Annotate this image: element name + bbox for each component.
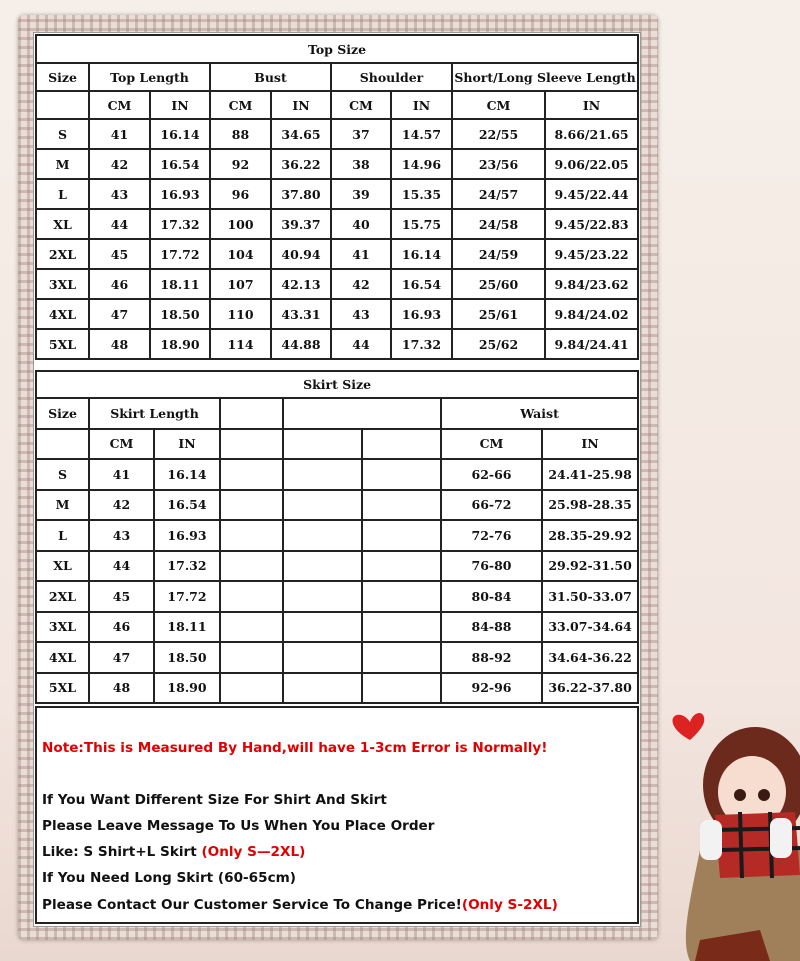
shoulder-in-cell: 17.32 [391,329,452,359]
empty-cell [362,459,441,490]
shoulder-cm-cell: 42 [331,269,391,299]
skirt-length-cm-cell: 45 [89,581,154,612]
empty-cell [36,429,89,460]
sleeve-cm-cell: 24/57 [452,179,545,209]
shoulder-in-cell: 16.14 [391,239,452,269]
sleeve-cm-cell: 25/62 [452,329,545,359]
size-cell: 2XL [36,239,89,269]
waist-in-cell: 36.22-37.80 [542,673,638,704]
top-length-cm-cell: 44 [89,209,150,239]
skirt-length-in-cell: 16.54 [154,490,220,521]
sleeve-cm-cell: 22/55 [452,119,545,149]
bust-cm-cell: 114 [210,329,271,359]
note-line: Please Leave Message To Us When You Place Order [42,818,435,834]
bust-in-cell: 37.80 [271,179,331,209]
skirt-length-in-cell: 18.50 [154,642,220,673]
waist-in-cell: 34.64-36.22 [542,642,638,673]
shoulder-in-cell: 16.54 [391,269,452,299]
bust-cm-cell: 92 [210,149,271,179]
sleeve-cm-cell: 24/59 [452,239,545,269]
sleeve-cm-cell: 23/56 [452,149,545,179]
waist-in-cell: 33.07-34.64 [542,612,638,643]
empty-cell [362,551,441,582]
header-bust: Bust [210,63,331,91]
header-waist: Waist [441,398,638,429]
shoulder-in-cell: 14.96 [391,149,452,179]
top-length-cm-cell: 46 [89,269,150,299]
top-length-in-cell: 17.32 [150,209,210,239]
empty-cell [220,673,283,704]
top-size-table [35,34,639,360]
top-length-cm-cell: 41 [89,119,150,149]
size-cell: 3XL [36,612,89,643]
waist-in-cell: 24.41-25.98 [542,459,638,490]
sleeve-in-cell: 9.84/23.62 [545,269,638,299]
size-cell: M [36,490,89,521]
top-length-cm-cell: 48 [89,329,150,359]
unit-cm: CM [210,91,271,119]
bust-in-cell: 39.37 [271,209,331,239]
empty-cell [362,429,441,460]
sleeve-in-cell: 9.45/22.83 [545,209,638,239]
unit-in: IN [542,429,638,460]
table-row [36,239,638,269]
empty-cell [283,398,441,429]
size-cell: 5XL [36,329,89,359]
header-size: Size [36,63,89,91]
skirt-length-in-cell: 16.93 [154,520,220,551]
shoulder-in-cell: 16.93 [391,299,452,329]
table-row [36,612,638,643]
size-cell: 4XL [36,299,89,329]
waist-cm-cell: 84-88 [441,612,542,643]
table-row [36,551,638,582]
note-size-limit: (Only S—2XL) [201,844,306,860]
unit-cm: CM [89,429,154,460]
empty-cell [220,642,283,673]
shoulder-cm-cell: 44 [331,329,391,359]
header-shoulder: Shoulder [331,63,452,91]
top-length-in-cell: 18.90 [150,329,210,359]
skirt-length-cm-cell: 42 [89,490,154,521]
waist-in-cell: 28.35-29.92 [542,520,638,551]
empty-cell [220,398,283,429]
table-row [36,490,638,521]
size-cell: S [36,459,89,490]
table-row [36,581,638,612]
note-text: Like: S Shirt+L Skirt [42,844,202,860]
unit-in: IN [391,91,452,119]
skirt-length-cm-cell: 44 [89,551,154,582]
skirt-length-in-cell: 18.90 [154,673,220,704]
table-row [36,673,638,704]
top-length-cm-cell: 42 [89,149,150,179]
size-cell: M [36,149,89,179]
header-skirt-length: Skirt Length [89,398,220,429]
skirt-length-in-cell: 16.14 [154,459,220,490]
note-line: If You Need Long Skirt (60-65cm) [42,870,297,886]
skirt-length-cm-cell: 48 [89,673,154,704]
size-cell: XL [36,209,89,239]
sleeve-in-cell: 9.06/22.05 [545,149,638,179]
shoulder-cm-cell: 38 [331,149,391,179]
empty-cell [220,429,283,460]
skirt-length-in-cell: 18.11 [154,612,220,643]
note-size-limit: (Only S-2XL) [461,897,558,913]
empty-cell [362,642,441,673]
empty-cell [283,581,362,612]
skirt-length-cm-cell: 43 [89,520,154,551]
bust-in-cell: 40.94 [271,239,331,269]
unit-cm: CM [89,91,150,119]
empty-cell [283,642,362,673]
empty-cell [362,490,441,521]
waist-cm-cell: 66-72 [441,490,542,521]
empty-cell [283,520,362,551]
waist-cm-cell: 92-96 [441,673,542,704]
waist-cm-cell: 76-80 [441,551,542,582]
table-row [36,642,638,673]
heart-icon [673,713,705,740]
note-text: Please Contact Our Customer Service To Change Price! [42,897,462,913]
shoulder-in-cell: 15.75 [391,209,452,239]
top-size-title: Top Size [36,35,638,63]
waist-in-cell: 31.50-33.07 [542,581,638,612]
empty-cell [362,673,441,704]
skirt-length-cm-cell: 46 [89,612,154,643]
size-cell: L [36,179,89,209]
shoulder-cm-cell: 41 [331,239,391,269]
size-cell: 4XL [36,642,89,673]
empty-cell [362,612,441,643]
bust-cm-cell: 100 [210,209,271,239]
empty-cell [362,581,441,612]
note-line [42,897,558,913]
empty-cell [220,459,283,490]
table-row [36,209,638,239]
shoulder-cm-cell: 37 [331,119,391,149]
skirt-length-cm-cell: 41 [89,459,154,490]
sleeve-in-cell: 8.66/21.65 [545,119,638,149]
note-line: If You Want Different Size For Shirt And Skirt [42,792,387,808]
size-cell: XL [36,551,89,582]
top-length-in-cell: 16.54 [150,149,210,179]
empty-cell [220,581,283,612]
measurement-warning: Note:This is Measured By Hand,will have 1-3cm Error is Normally! [42,740,548,756]
table-row [36,329,638,359]
bust-cm-cell: 96 [210,179,271,209]
empty-cell [283,551,362,582]
size-cell: L [36,520,89,551]
empty-cell [36,91,89,119]
empty-cell [362,520,441,551]
bust-cm-cell: 104 [210,239,271,269]
unit-in: IN [271,91,331,119]
table-row [36,299,638,329]
bust-in-cell: 42.13 [271,269,331,299]
shoulder-cm-cell: 40 [331,209,391,239]
skirt-length-cm-cell: 47 [89,642,154,673]
size-cell: 2XL [36,581,89,612]
unit-cm: CM [331,91,391,119]
skirt-size-title: Skirt Size [36,371,638,398]
empty-cell [220,490,283,521]
sleeve-in-cell: 9.45/22.44 [545,179,638,209]
empty-cell [283,459,362,490]
skirt-size-table [35,370,639,704]
empty-cell [283,673,362,704]
sleeve-cm-cell: 25/60 [452,269,545,299]
waist-in-cell: 29.92-31.50 [542,551,638,582]
waist-cm-cell: 62-66 [441,459,542,490]
shoulder-cm-cell: 43 [331,299,391,329]
table-row [36,459,638,490]
unit-in: IN [545,91,638,119]
empty-cell [283,612,362,643]
header-size: Size [36,398,89,429]
unit-in: IN [154,429,220,460]
size-cell: S [36,119,89,149]
sleeve-in-cell: 9.84/24.02 [545,299,638,329]
sleeve-in-cell: 9.84/24.41 [545,329,638,359]
bust-cm-cell: 107 [210,269,271,299]
empty-cell [220,520,283,551]
table-row [36,269,638,299]
unit-cm: CM [441,429,542,460]
shoulder-in-cell: 14.57 [391,119,452,149]
skirt-length-in-cell: 17.72 [154,581,220,612]
notes-box [35,706,639,924]
bust-in-cell: 43.31 [271,299,331,329]
empty-cell [220,612,283,643]
shoulder-cm-cell: 39 [331,179,391,209]
empty-cell [283,490,362,521]
size-cell: 3XL [36,269,89,299]
top-length-cm-cell: 43 [89,179,150,209]
top-length-in-cell: 18.50 [150,299,210,329]
sleeve-cm-cell: 24/58 [452,209,545,239]
top-length-in-cell: 16.93 [150,179,210,209]
waist-cm-cell: 72-76 [441,520,542,551]
skirt-length-in-cell: 17.32 [154,551,220,582]
top-length-cm-cell: 47 [89,299,150,329]
sleeve-in-cell: 9.45/23.22 [545,239,638,269]
table-row [36,119,638,149]
bust-in-cell: 44.88 [271,329,331,359]
empty-cell [283,429,362,460]
header-top-length: Top Length [89,63,210,91]
unit-in: IN [150,91,210,119]
empty-cell [220,551,283,582]
bust-in-cell: 36.22 [271,149,331,179]
size-cell: 5XL [36,673,89,704]
bust-cm-cell: 110 [210,299,271,329]
top-length-in-cell: 18.11 [150,269,210,299]
header-sleeve-length: Short/Long Sleeve Length [452,63,638,91]
girl-illustration [660,700,800,961]
waist-cm-cell: 88-92 [441,642,542,673]
bust-in-cell: 34.65 [271,119,331,149]
top-length-in-cell: 17.72 [150,239,210,269]
unit-cm: CM [452,91,545,119]
top-length-cm-cell: 45 [89,239,150,269]
top-length-in-cell: 16.14 [150,119,210,149]
waist-in-cell: 25.98-28.35 [542,490,638,521]
waist-cm-cell: 80-84 [441,581,542,612]
table-row [36,179,638,209]
note-line [42,844,305,860]
sleeve-cm-cell: 25/61 [452,299,545,329]
shoulder-in-cell: 15.35 [391,179,452,209]
table-row [36,520,638,551]
table-row [36,149,638,179]
bust-cm-cell: 88 [210,119,271,149]
